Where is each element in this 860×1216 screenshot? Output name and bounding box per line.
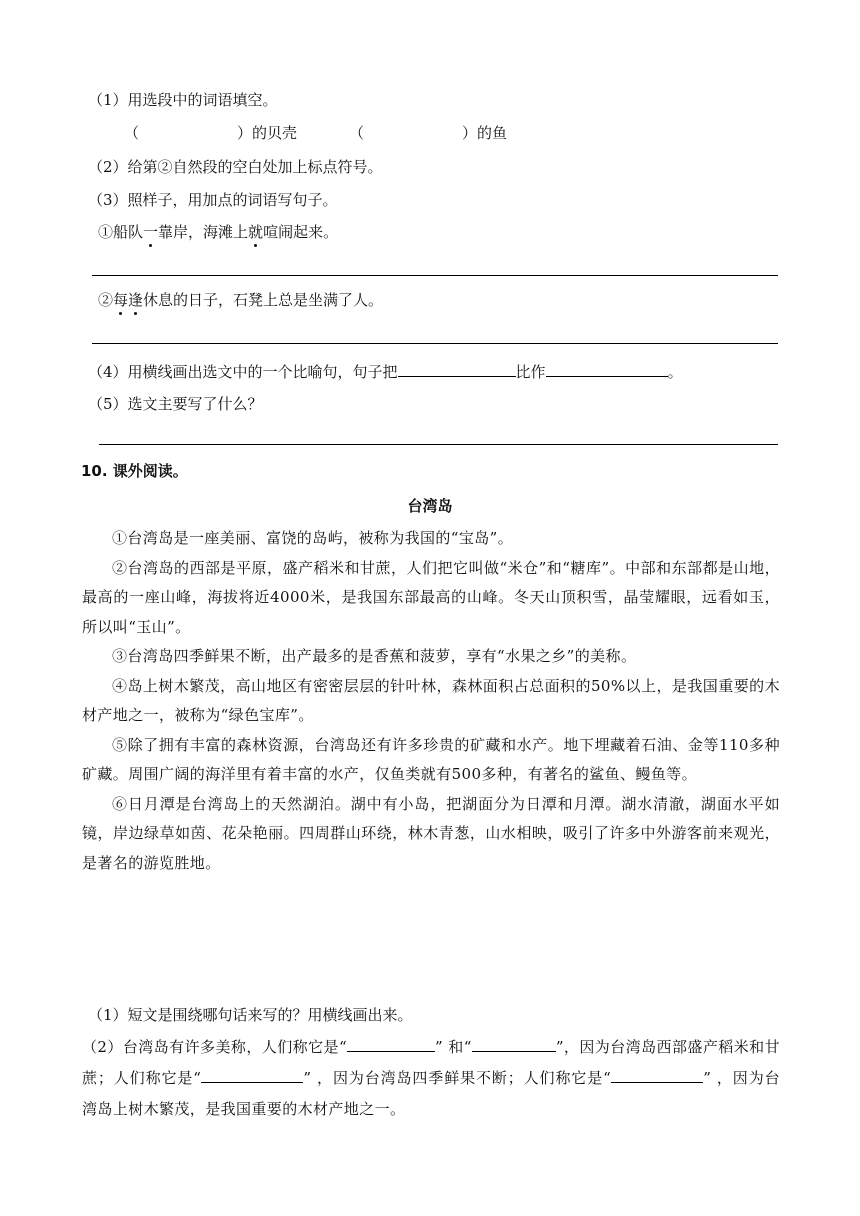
blank-1-label: ）的贝壳 — [237, 124, 298, 142]
paragraph-6: ⑥日月潭是台湾岛上的天然湖泊。湖中有小岛，把湖面分为日潭和月潭。湖水清澈，湖面水平如镜，岸边绿草如茵、花朵艳丽。四周群山环绕，林木青葱，山水相映，吸引了许多中外游客前来观光，是著名的游览胜地。 — [82, 794, 780, 872]
answer-line[interactable] — [92, 275, 778, 276]
paragraph-4: ④岛上树木繁茂，高山地区有密密层层的针叶林，森林面积占总面积的50%以上，是我国重要的木材产地之一，被称为“绿色宝库”。 — [82, 676, 780, 724]
dotted-word: 每 — [113, 291, 129, 309]
paragraph-5: ⑤除了拥有丰富的森林资源，台湾岛还有许多珍贵的矿藏和水产。地下埋藏着石油、金等110多种矿藏。周围广阔的海洋里有着丰富的水产，仅鱼类就有500多种，有著名的鲨鱼、鳗鱼等。 — [82, 735, 780, 783]
reading-passage — [82, 524, 780, 878]
answer-blank[interactable] — [611, 1066, 703, 1083]
example-sentence-2: ②每逢休息的日子，石凳上总是坐满了人。 — [98, 291, 384, 309]
question-1: （1）用选段中的词语填空。 — [88, 91, 278, 109]
answer-blank[interactable] — [472, 1035, 556, 1052]
paragraph-1: ①台湾岛是一座美丽、富饶的岛屿，被称为我国的“宝岛”。 — [112, 529, 514, 547]
answer-line[interactable] — [92, 343, 778, 344]
question-2: （2）给第②自然段的空白处加上标点符号。 — [88, 158, 383, 176]
question-4: （4）用横线画出选文中的一个比喻句，句子把 比作 。 — [88, 360, 683, 382]
answer-line[interactable] — [99, 444, 778, 445]
reading-question-2: （2）台湾岛有许多美称，人们称它是“ ” 和“ ”，因为台湾岛西部盛产稻米和甘蔗；人们称它是“ ” ，因为台湾岛四季鲜果不断；人们称它是“ ” ，因为台湾岛上树木繁茂，是我国重要的木材产地之一。 — [82, 1032, 780, 1125]
question-3: （3）照样子，用加点的词语写句子。 — [88, 191, 338, 209]
blank-2-open: （ — [349, 124, 365, 142]
dotted-word: 一 — [143, 223, 159, 241]
dotted-word: 就 — [248, 223, 264, 241]
answer-blank[interactable] — [201, 1066, 303, 1083]
section-heading: 10. 课外阅读。 — [81, 462, 188, 480]
blank-1-open: （ — [124, 124, 140, 142]
answer-blank[interactable] — [546, 360, 668, 377]
fill-blank-row — [124, 123, 507, 143]
passage-title: 台湾岛 — [407, 497, 453, 515]
reading-question-1: （1）短文是围绕哪句话来写的？用横线画出来。 — [88, 1006, 413, 1024]
answer-blank[interactable] — [398, 360, 516, 377]
blank-2-label: ）的鱼 — [462, 124, 508, 142]
example-sentence-1: ①船队一靠岸，海滩上就喧闹起来。 — [98, 223, 339, 241]
question-5: （5）选文主要写了什么？ — [88, 395, 263, 413]
paragraph-2: ②台湾岛的西部是平原，盛产稻米和甘蔗，人们把它叫做“米仓”和“糖库”。中部和东部都是山地，最高的一座山峰，海拔将近4000米，是我国东部最高的山峰。冬天山顶积雪，晶莹耀眼，远看如玉，所以叫“玉山”。 — [82, 558, 780, 636]
dotted-word: 逢 — [128, 291, 144, 309]
answer-blank[interactable] — [347, 1035, 435, 1052]
paragraph-3: ③台湾岛四季鲜果不断，出产最多的是香蕉和菠萝，享有“水果之乡”的美称。 — [112, 647, 637, 665]
